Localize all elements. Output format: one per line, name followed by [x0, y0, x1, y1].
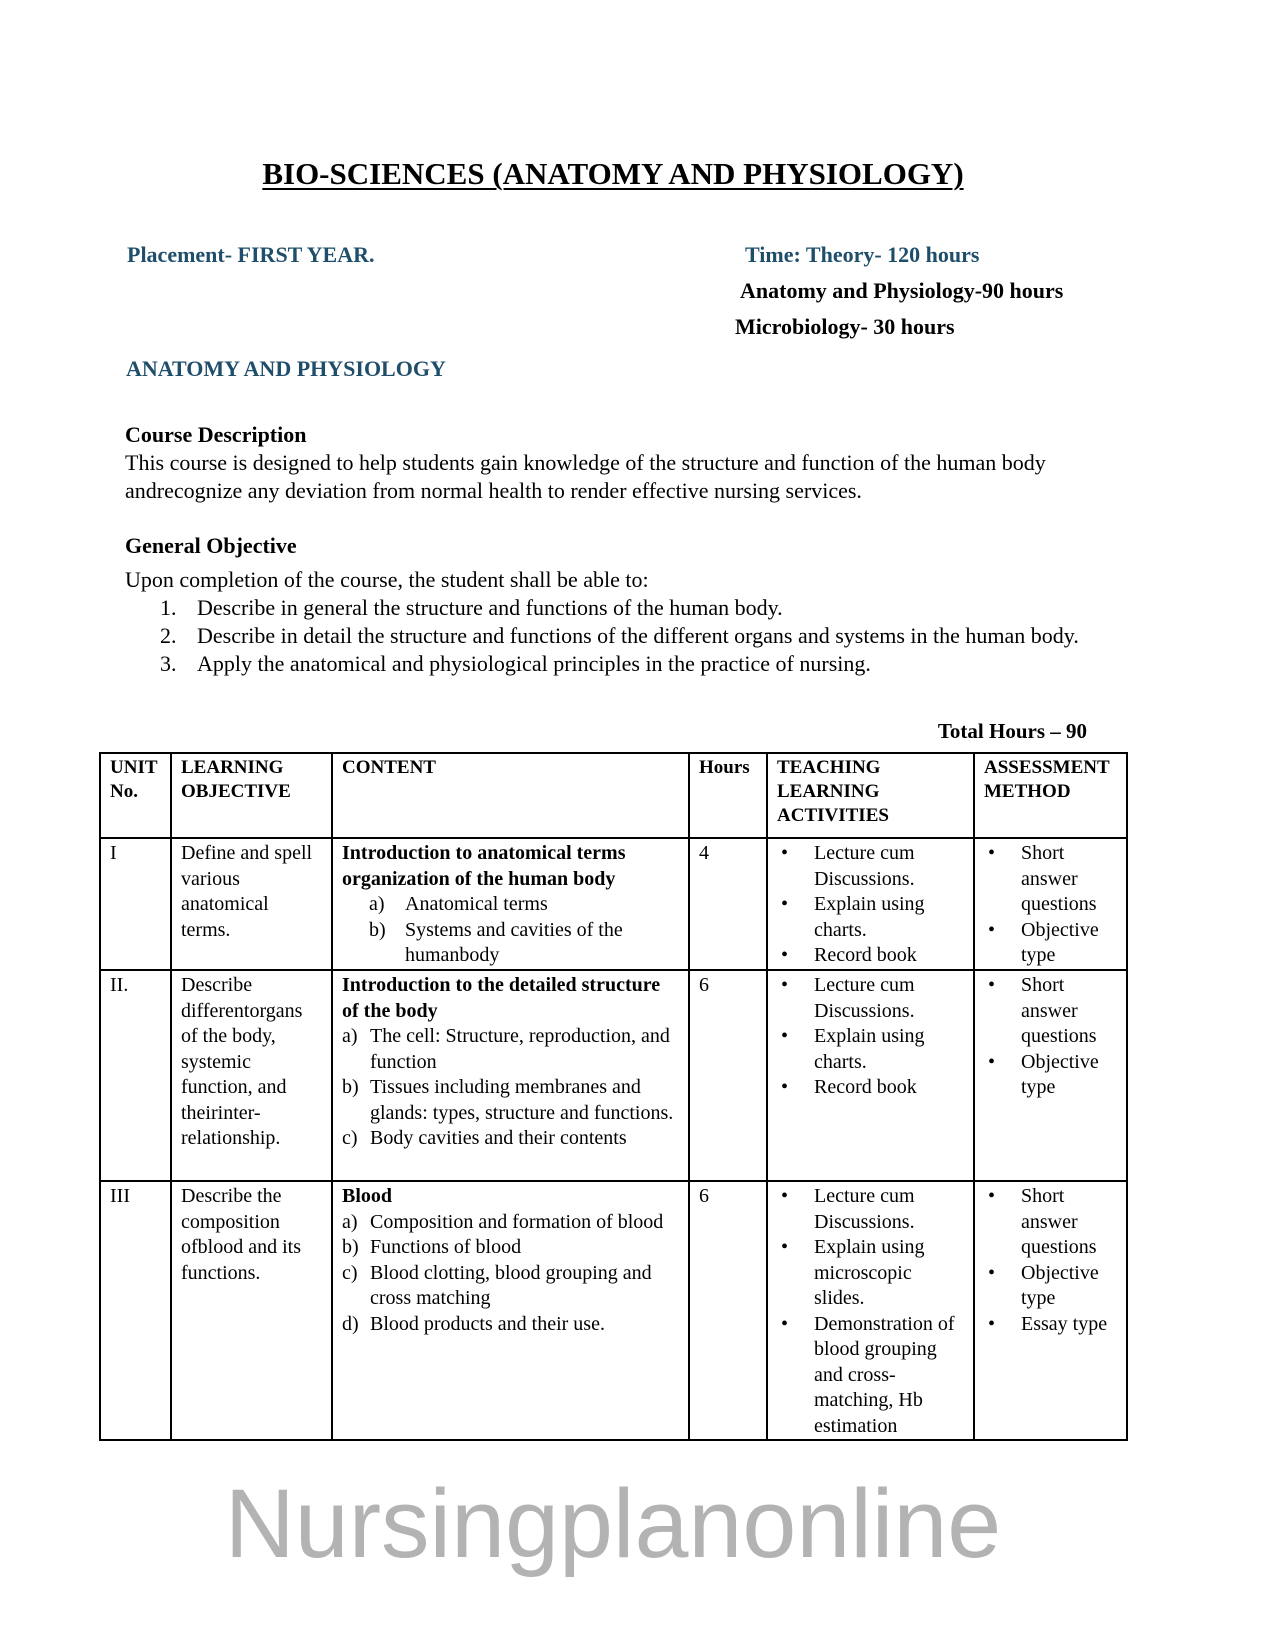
course-description-text: This course is designed to help students gain knowledge of the structure and function of the human body andrecognize any deviation from normal health to render effective nursing services. — [125, 450, 1046, 503]
content-text: Systems and cavities of the humanbody — [405, 918, 623, 966]
teaching-list — [777, 973, 965, 1101]
teaching-cell — [767, 970, 974, 1181]
assessment-text: Objective type — [1021, 918, 1099, 966]
content-title: Blood — [342, 1185, 393, 1207]
theory-time: Time: Theory- 120 hours — [745, 242, 980, 267]
teaching-cell — [767, 838, 974, 970]
bullet-icon: • — [988, 1185, 996, 1207]
content-item — [342, 1126, 680, 1152]
teaching-item — [777, 841, 965, 892]
bullet-icon: • — [781, 1185, 789, 1207]
assessment-item — [984, 973, 1118, 1050]
teaching-item — [777, 1312, 965, 1440]
hours-value: 6 — [689, 970, 767, 1181]
content-cell — [332, 1181, 689, 1440]
watermark: Nursingplanonline — [224, 1469, 1002, 1578]
unit-number: I — [100, 838, 171, 970]
bullet-icon: • — [988, 1261, 996, 1284]
header-teaching: TEACHING LEARNING ACTIVITIES — [767, 753, 974, 838]
placement-label: Placement- FIRST YEAR. — [127, 242, 375, 267]
document-title: BIO-SCIENCES (ANATOMY AND PHYSIOLOGY) — [262, 156, 964, 191]
content-marker: b) — [342, 1236, 359, 1258]
content-item — [342, 1210, 680, 1236]
objective-text: Describe in general the structure and functions of the human body. — [197, 595, 783, 620]
content-item — [342, 892, 680, 918]
bullet-icon: • — [781, 842, 789, 864]
bullet-icon: • — [781, 974, 789, 996]
bullet-icon: • — [988, 1050, 996, 1073]
bullet-icon: • — [781, 944, 789, 966]
bullet-icon: • — [781, 893, 789, 915]
teaching-text: Lecture cum Discussions. — [814, 1185, 915, 1233]
unit-number: II. — [100, 970, 171, 1181]
total-hours: Total Hours – 90 — [937, 719, 1087, 743]
content-marker: d) — [342, 1312, 359, 1335]
teaching-item — [777, 1024, 965, 1075]
content-marker: b) — [369, 918, 386, 941]
bullet-icon: • — [781, 1312, 789, 1335]
objective-item — [160, 594, 1120, 622]
learning-objective: Describe the composition ofblood and its functions. — [171, 1181, 332, 1440]
bullet-icon: • — [988, 842, 996, 864]
bullet-icon: • — [988, 1312, 996, 1335]
general-objective-list — [160, 594, 1120, 678]
assessment-cell — [974, 970, 1127, 1181]
content-text: Body cavities and their contents — [370, 1127, 627, 1149]
general-objective-heading: General Objective — [125, 533, 297, 558]
teaching-item — [777, 892, 965, 943]
content-item — [342, 1235, 680, 1261]
content-text: Anatomical terms — [405, 893, 548, 915]
header-hours: Hours — [689, 753, 767, 838]
assessment-list — [984, 1184, 1118, 1337]
hours-value: 4 — [689, 838, 767, 970]
microbiology-hours: Microbiology- 30 hours — [735, 314, 955, 339]
content-item — [342, 1024, 680, 1075]
assessment-item — [984, 1050, 1118, 1101]
teaching-item — [777, 943, 965, 969]
teaching-item — [777, 1075, 965, 1101]
teaching-text: Explain using microscopic slides. — [814, 1236, 925, 1309]
table-row — [100, 1181, 1127, 1440]
header-content: CONTENT — [332, 753, 689, 838]
assessment-item — [984, 841, 1118, 918]
unit-number: III — [100, 1181, 171, 1440]
teaching-list — [777, 841, 965, 969]
content-item — [342, 918, 680, 969]
objective-item — [160, 622, 1120, 650]
content-marker: a) — [342, 1210, 358, 1233]
assessment-text: Essay type — [1021, 1312, 1108, 1335]
teaching-text: Demonstration of blood grouping and cross-matching, Hb estimation — [814, 1312, 955, 1437]
header-objective: LEARNING OBJECTIVE — [171, 753, 332, 838]
content-marker: a) — [342, 1025, 358, 1047]
syllabus-table — [99, 752, 1128, 1441]
assessment-item — [984, 1184, 1118, 1261]
content-item — [342, 1075, 680, 1126]
content-marker: b) — [342, 1076, 359, 1098]
content-title: Introduction to the detailed structure of the body — [342, 974, 661, 1022]
content-item — [342, 1261, 680, 1312]
teaching-list — [777, 1184, 965, 1439]
content-cell — [332, 970, 689, 1181]
bullet-icon: • — [988, 918, 996, 941]
content-item — [342, 1312, 680, 1338]
anatomy-physiology-hours: Anatomy and Physiology-90 hours — [740, 278, 1064, 303]
teaching-item — [777, 973, 965, 1024]
header-assessment: ASSESSMENT METHOD — [974, 753, 1127, 838]
content-marker: a) — [369, 893, 385, 915]
content-title: Introduction to anatomical terms organization of the human body — [342, 842, 626, 890]
assessment-text: Objective type — [1021, 1261, 1099, 1309]
teaching-text: Lecture cum Discussions. — [814, 974, 915, 1022]
assessment-item — [984, 1261, 1118, 1312]
teaching-text: Record book — [814, 944, 917, 966]
assessment-text: Short answer questions — [1021, 974, 1097, 1047]
assessment-list — [984, 841, 1118, 969]
objective-number: 1. — [160, 595, 177, 620]
hours-value: 6 — [689, 1181, 767, 1440]
content-cell — [332, 838, 689, 970]
content-text: Composition and formation of blood — [370, 1210, 664, 1233]
bullet-icon: • — [781, 1025, 789, 1047]
teaching-text: Explain using charts. — [814, 1025, 925, 1073]
bullet-icon: • — [781, 1076, 789, 1098]
assessment-text: Short answer questions — [1021, 842, 1097, 915]
assessment-item — [984, 1312, 1118, 1338]
teaching-text: Explain using charts. — [814, 893, 925, 941]
learning-objective: Define and spell various anatomical terms. — [171, 838, 332, 970]
content-text: Blood clotting, blood grouping and cross matching — [370, 1261, 652, 1309]
assessment-text: Short answer questions — [1021, 1185, 1097, 1258]
content-list — [342, 1210, 680, 1338]
objective-text: Apply the anatomical and physiological principles in the practice of nursing. — [197, 651, 871, 676]
objective-text: Describe in detail the structure and functions of the different organs and systems in the human body. — [197, 623, 1079, 648]
content-text: Blood products and their use. — [370, 1312, 605, 1335]
objective-number: 2. — [160, 623, 177, 648]
objective-number: 3. — [160, 651, 177, 676]
course-description-heading: Course Description — [125, 422, 307, 447]
header-unit: UNIT No. — [100, 753, 171, 838]
content-text: Tissues including membranes and glands: types, structure and functions. — [370, 1076, 674, 1124]
assessment-cell — [974, 1181, 1127, 1440]
bullet-icon: • — [988, 974, 996, 996]
teaching-text: Record book — [814, 1076, 917, 1098]
teaching-item — [777, 1184, 965, 1235]
content-text: Functions of blood — [370, 1236, 522, 1258]
content-list — [342, 892, 680, 969]
learning-objective: Describe differentorgans of the body, systemic function, and theirinter-relationship. — [171, 970, 332, 1181]
table-row — [100, 970, 1127, 1181]
bullet-icon: • — [781, 1236, 789, 1258]
general-objective-intro: Upon completion of the course, the student shall be able to: — [125, 567, 649, 592]
table-row — [100, 838, 1127, 970]
assessment-list — [984, 973, 1118, 1101]
teaching-item — [777, 1235, 965, 1312]
content-marker: c) — [342, 1261, 358, 1284]
assessment-cell — [974, 838, 1127, 970]
assessment-text: Objective type — [1021, 1050, 1099, 1098]
content-text: The cell: Structure, reproduction, and function — [370, 1025, 670, 1073]
teaching-cell — [767, 1181, 974, 1440]
content-list — [342, 1024, 680, 1152]
table-header-row — [100, 753, 1127, 838]
section-title: ANATOMY AND PHYSIOLOGY — [126, 356, 446, 381]
content-marker: c) — [342, 1127, 358, 1149]
objective-item — [160, 650, 1120, 678]
teaching-text: Lecture cum Discussions. — [814, 842, 915, 890]
assessment-item — [984, 918, 1118, 969]
